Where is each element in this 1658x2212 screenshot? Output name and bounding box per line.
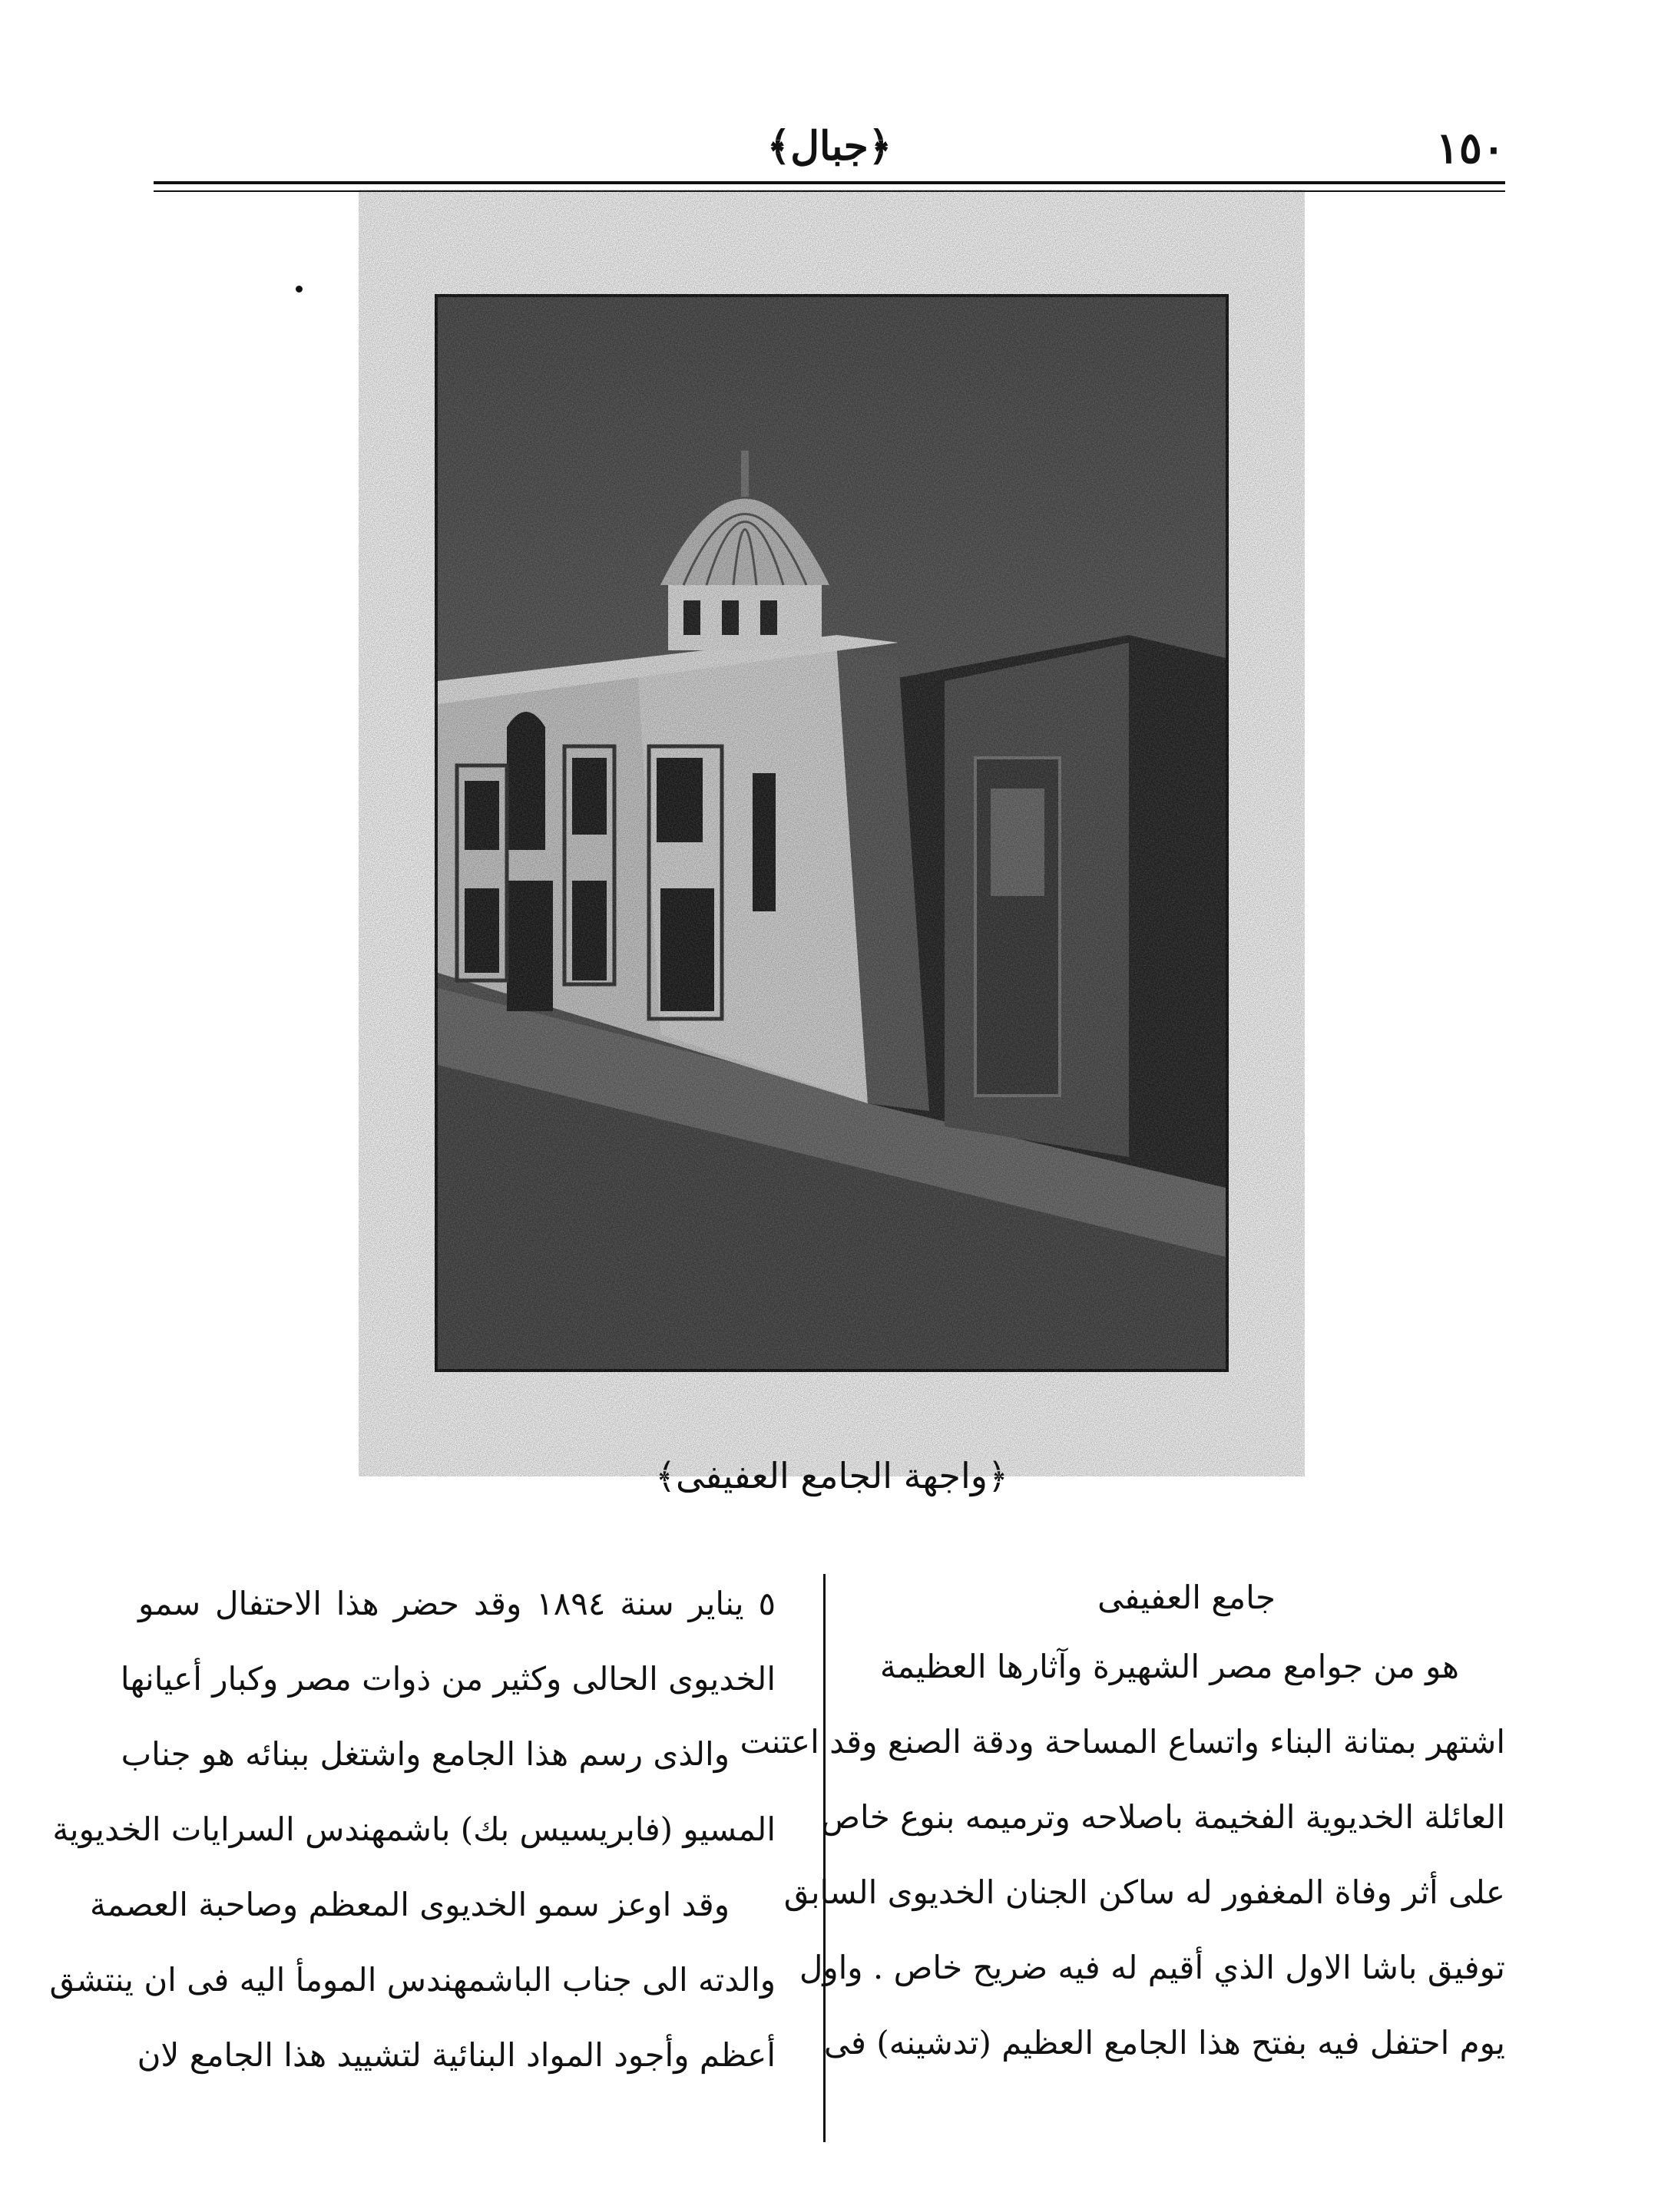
text-line: توفيق باشا الاول الذي أقيم له فيه ضريح خاص . واول <box>799 1949 1505 1986</box>
running-title: ﴿جبال﴾ <box>766 123 892 170</box>
text-line: الخديوى الحالى وكثير من ذوات مصر وكبار أعيانها <box>120 1660 776 1698</box>
left-column <box>49 1566 776 2093</box>
text-line: والذى رسم هذا الجامع واشتغل ببنائه هو جناب <box>121 1735 730 1773</box>
text-line: على أثر وفاة المغفور له ساكن الجنان الخديوى السابق <box>783 1873 1505 1911</box>
text-line: أعظم وأجود المواد البنائية لتشييد هذا الجامع لان <box>137 2036 776 2074</box>
text-line: اشتهر بمتانة البناء واتساع المساحة ودقة الصنع وقد اعتنت <box>740 1723 1505 1761</box>
right-column <box>740 1566 1505 2081</box>
text-line: العائلة الخديوية الفخيمة باصلاحه وترميمه بنوع خاص <box>821 1798 1505 1836</box>
figure-caption: ﴿واجهة الجامع العفيفى﴾ <box>655 1455 1008 1496</box>
header-rule-thin <box>154 190 1505 192</box>
text-line: وقد اوعز سمو الخديوى المعظم وصاحبة العصمة <box>89 1886 730 1923</box>
article-body <box>49 1566 1505 2150</box>
page-number: ١٥٠ <box>1435 123 1505 174</box>
text-line: والدته الى جناب الباشمهندس المومأ اليه فى ان ينتشق <box>49 1961 776 1999</box>
header-rule <box>154 181 1505 184</box>
ink-dot <box>296 286 303 293</box>
text-line: ٥ يناير سنة ١٨٩٤ وقد حضر هذا الاحتفال سمو <box>138 1585 776 1622</box>
mosque-facade-photo <box>435 294 1229 1372</box>
text-line: يوم احتفل فيه بفتح هذا الجامع العظيم (تدشينه) فى <box>823 2024 1505 2062</box>
section-title: جامع العفيفى <box>1097 1579 1276 1616</box>
text-line: هو من جوامع مصر الشهيرة وآثارها العظيمة <box>879 1648 1459 1685</box>
page-header <box>154 123 1505 177</box>
text-line: المسيو (فابريسيس بك) باشمهندس السرايات الخديوية <box>52 1810 776 1848</box>
